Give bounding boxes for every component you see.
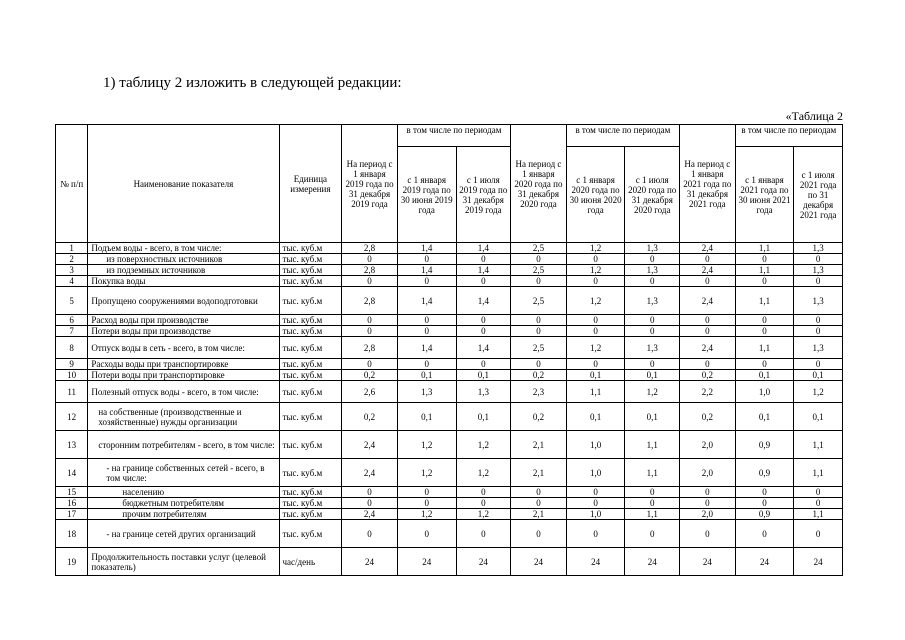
row-number: 1 — [56, 243, 88, 254]
row-value: 1,1 — [794, 509, 843, 520]
row-value: 0 — [456, 487, 511, 498]
table-row — [56, 381, 843, 403]
table-row — [56, 276, 843, 287]
row-value: 1,3 — [625, 243, 680, 254]
row-value: 1,0 — [735, 381, 794, 403]
row-value: 0 — [342, 326, 398, 337]
row-indicator-name: - на границе сетей других организаций — [88, 520, 279, 548]
row-value: 0 — [397, 276, 456, 287]
row-value: 0 — [566, 326, 625, 337]
table-row — [56, 498, 843, 509]
header-subperiods-2021: в том числе по периодам — [735, 125, 842, 147]
table-caption: «Таблица 2 — [785, 109, 843, 123]
row-value: 1,2 — [566, 337, 625, 359]
row-value: 1,2 — [456, 509, 511, 520]
row-value: 0 — [456, 498, 511, 509]
row-value: 2,5 — [511, 243, 567, 254]
row-value: 0 — [456, 326, 511, 337]
row-value: 1,3 — [794, 265, 843, 276]
row-number: 6 — [56, 315, 88, 326]
row-value: 1,3 — [794, 287, 843, 315]
table-row — [56, 509, 843, 520]
row-value: 0 — [397, 315, 456, 326]
row-value: 2,5 — [511, 265, 567, 276]
row-number: 16 — [56, 498, 88, 509]
row-value: 1,4 — [456, 287, 511, 315]
row-value: 0,1 — [397, 403, 456, 431]
header-2020-h2: с 1 июля 2020 года по 31 декабря 2020 года — [625, 147, 680, 243]
row-value: 0 — [680, 326, 736, 337]
row-value: 2,1 — [511, 431, 567, 459]
header-2019-h2: с 1 июля 2019 года по 31 декабря 2019 года — [456, 147, 511, 243]
row-value: 0 — [511, 326, 567, 337]
row-value: 0 — [566, 520, 625, 548]
row-value: 2,5 — [511, 337, 567, 359]
row-indicator-name: бюджетным потребителям — [88, 498, 279, 509]
row-value: 0,2 — [342, 403, 398, 431]
row-value: 0 — [397, 520, 456, 548]
table-row — [56, 315, 843, 326]
row-value: 1,2 — [566, 243, 625, 254]
row-value: 0 — [680, 315, 736, 326]
row-unit: тыс. куб.м — [279, 265, 342, 276]
row-value: 2,4 — [342, 509, 398, 520]
row-value: 0 — [511, 254, 567, 265]
row-value: 2,2 — [680, 381, 736, 403]
row-value: 0,1 — [794, 403, 843, 431]
row-unit: тыс. куб.м — [279, 520, 342, 548]
row-indicator-name: из подземных источников — [88, 265, 279, 276]
row-value: 0,2 — [511, 370, 567, 381]
row-value: 0 — [397, 326, 456, 337]
row-value: 2,0 — [680, 459, 736, 487]
row-value: 0 — [625, 326, 680, 337]
row-value: 0 — [342, 487, 398, 498]
row-value: 1,1 — [625, 509, 680, 520]
row-value: 0,1 — [456, 403, 511, 431]
row-unit: тыс. куб.м — [279, 509, 342, 520]
row-value: 0,1 — [456, 370, 511, 381]
row-value: 24 — [566, 548, 625, 576]
table-row — [56, 431, 843, 459]
row-value: 0 — [735, 315, 794, 326]
row-value: 2,6 — [342, 381, 398, 403]
row-unit: тыс. куб.м — [279, 276, 342, 287]
row-number: 12 — [56, 403, 88, 431]
row-unit: тыс. куб.м — [279, 326, 342, 337]
row-value: 0,1 — [625, 370, 680, 381]
row-value: 24 — [342, 548, 398, 576]
row-indicator-name: Потери воды при транспортировке — [88, 370, 279, 381]
row-value: 0,1 — [794, 370, 843, 381]
row-value: 1,1 — [794, 459, 843, 487]
row-value: 1,4 — [397, 265, 456, 276]
row-indicator-name: Отпуск воды в сеть - всего, в том числе: — [88, 337, 279, 359]
row-value: 1,1 — [625, 459, 680, 487]
row-indicator-name: на собственные (производственные и хозяйственные) нужды организации — [88, 403, 279, 431]
row-indicator-name: Пропущено сооружениями водоподготовки — [88, 287, 279, 315]
header-2019-h1: с 1 января 2019 года по 30 июня 2019 года — [397, 147, 456, 243]
row-value: 0 — [625, 487, 680, 498]
row-value: 1,3 — [456, 381, 511, 403]
header-period-2020: На период с 1 января 2020 года по 31 декабря 2020 года — [511, 125, 567, 243]
row-unit: тыс. куб.м — [279, 254, 342, 265]
row-value: 2,4 — [342, 459, 398, 487]
row-number: 10 — [56, 370, 88, 381]
row-value: 0 — [625, 359, 680, 370]
table-row — [56, 254, 843, 265]
row-value: 0,2 — [342, 370, 398, 381]
row-value: 0 — [735, 276, 794, 287]
row-value: 1,3 — [625, 337, 680, 359]
row-indicator-name: - на границе собственных сетей - всего, в том числе: — [88, 459, 279, 487]
row-value: 1,2 — [456, 459, 511, 487]
row-value: 1,4 — [397, 243, 456, 254]
row-value: 0,2 — [511, 403, 567, 431]
row-value: 0 — [511, 520, 567, 548]
row-value: 0 — [456, 315, 511, 326]
row-indicator-name: из поверхностных источников — [88, 254, 279, 265]
row-number: 19 — [56, 548, 88, 576]
row-value: 1,0 — [566, 431, 625, 459]
row-unit: час/день — [279, 548, 342, 576]
row-value: 0 — [397, 359, 456, 370]
header-period-2019: На период с 1 января 2019 года по 31 декабря 2019 года — [342, 125, 398, 243]
row-unit: тыс. куб.м — [279, 337, 342, 359]
row-value: 1,1 — [735, 337, 794, 359]
row-indicator-name: населению — [88, 487, 279, 498]
row-number: 7 — [56, 326, 88, 337]
row-value: 0 — [566, 276, 625, 287]
row-value: 0 — [625, 315, 680, 326]
row-value: 1,1 — [566, 381, 625, 403]
row-value: 0 — [566, 254, 625, 265]
row-value: 0 — [794, 326, 843, 337]
row-value: 24 — [735, 548, 794, 576]
row-number: 18 — [56, 520, 88, 548]
row-value: 0 — [680, 359, 736, 370]
row-value: 0 — [397, 487, 456, 498]
row-value: 1,2 — [794, 381, 843, 403]
row-value: 1,3 — [625, 265, 680, 276]
header-name: Наименование показателя — [88, 125, 279, 243]
row-value: 0 — [342, 254, 398, 265]
row-value: 0 — [342, 276, 398, 287]
row-value: 2,0 — [680, 509, 736, 520]
table-body — [56, 243, 843, 576]
row-value: 1,1 — [735, 243, 794, 254]
row-value: 1,3 — [397, 381, 456, 403]
row-value: 0 — [735, 487, 794, 498]
row-value: 0 — [342, 359, 398, 370]
row-indicator-name: Расходы воды при транспортировке — [88, 359, 279, 370]
row-value: 0,9 — [735, 431, 794, 459]
row-indicator-name: Покупка воды — [88, 276, 279, 287]
row-number: 3 — [56, 265, 88, 276]
row-value: 0 — [735, 520, 794, 548]
row-value: 0 — [456, 254, 511, 265]
row-value: 1,2 — [566, 287, 625, 315]
header-period-2021: На период с 1 января 2021 года по 31 декабря 2021 года — [680, 125, 736, 243]
row-value: 0 — [735, 254, 794, 265]
row-value: 0,9 — [735, 459, 794, 487]
row-value: 0 — [794, 276, 843, 287]
row-unit: тыс. куб.м — [279, 403, 342, 431]
row-value: 24 — [511, 548, 567, 576]
row-value: 2,4 — [342, 431, 398, 459]
row-value: 0 — [794, 359, 843, 370]
row-value: 1,3 — [794, 243, 843, 254]
row-number: 2 — [56, 254, 88, 265]
row-value: 0 — [680, 276, 736, 287]
row-value: 2,1 — [511, 509, 567, 520]
row-value: 0,1 — [566, 370, 625, 381]
row-value: 1,2 — [566, 265, 625, 276]
row-value: 0 — [566, 487, 625, 498]
row-value: 0,9 — [735, 509, 794, 520]
row-number: 11 — [56, 381, 88, 403]
header-num: № п/п — [56, 125, 88, 243]
row-indicator-name: Подъем воды - всего, в том числе: — [88, 243, 279, 254]
row-value: 0 — [794, 520, 843, 548]
row-indicator-name: Продолжительность поставки услуг (целевой показатель) — [88, 548, 279, 576]
row-value: 1,2 — [397, 431, 456, 459]
page-heading: 1) таблицу 2 изложить в следующей редакции: — [103, 75, 402, 91]
row-number: 9 — [56, 359, 88, 370]
row-value: 0,1 — [566, 403, 625, 431]
row-value: 1,2 — [456, 431, 511, 459]
row-number: 8 — [56, 337, 88, 359]
row-value: 0 — [625, 276, 680, 287]
row-number: 5 — [56, 287, 88, 315]
row-value: 0 — [625, 254, 680, 265]
row-unit: тыс. куб.м — [279, 381, 342, 403]
table-row — [56, 359, 843, 370]
row-value: 1,4 — [456, 265, 511, 276]
row-value: 0 — [397, 498, 456, 509]
row-unit: тыс. куб.м — [279, 498, 342, 509]
row-value: 0 — [794, 498, 843, 509]
row-value: 2,8 — [342, 287, 398, 315]
row-value: 0 — [735, 498, 794, 509]
row-value: 2,4 — [680, 287, 736, 315]
row-unit: тыс. куб.м — [279, 459, 342, 487]
row-value: 0 — [794, 315, 843, 326]
row-value: 1,2 — [397, 459, 456, 487]
row-value: 0,1 — [735, 403, 794, 431]
row-indicator-name: сторонним потребителям - всего, в том числе: — [88, 431, 279, 459]
table-row — [56, 403, 843, 431]
row-unit: тыс. куб.м — [279, 315, 342, 326]
row-value: 1,2 — [625, 381, 680, 403]
row-unit: тыс. куб.м — [279, 243, 342, 254]
row-indicator-name: Расход воды при производстве — [88, 315, 279, 326]
table-row — [56, 265, 843, 276]
row-number: 17 — [56, 509, 88, 520]
row-value: 0 — [342, 315, 398, 326]
row-value: 0 — [566, 315, 625, 326]
row-value: 2,1 — [511, 459, 567, 487]
header-2020-h1: с 1 января 2020 года по 30 июня 2020 года — [566, 147, 625, 243]
row-value: 1,4 — [456, 337, 511, 359]
table-row — [56, 487, 843, 498]
table-row — [56, 370, 843, 381]
header-unit: Единица измерения — [279, 125, 342, 243]
row-indicator-name: прочим потребителям — [88, 509, 279, 520]
header-subperiods-2019: в том числе по периодам — [397, 125, 510, 147]
row-value: 24 — [794, 548, 843, 576]
row-value: 2,4 — [680, 243, 736, 254]
row-value: 24 — [397, 548, 456, 576]
table-row — [56, 326, 843, 337]
row-value: 0 — [794, 487, 843, 498]
row-value: 1,4 — [397, 287, 456, 315]
row-value: 0 — [397, 254, 456, 265]
row-value: 1,1 — [735, 287, 794, 315]
row-value: 0 — [456, 276, 511, 287]
row-value: 0,1 — [397, 370, 456, 381]
header-subperiods-2020: в том числе по периодам — [566, 125, 679, 147]
table-row — [56, 287, 843, 315]
row-value: 24 — [625, 548, 680, 576]
row-indicator-name: Потери воды при производстве — [88, 326, 279, 337]
row-value: 1,1 — [735, 265, 794, 276]
row-value: 0 — [680, 498, 736, 509]
row-value: 0 — [625, 520, 680, 548]
row-value: 0 — [566, 498, 625, 509]
row-value: 0 — [680, 520, 736, 548]
row-value: 0,1 — [625, 403, 680, 431]
row-value: 1,1 — [794, 431, 843, 459]
row-value: 2,8 — [342, 265, 398, 276]
row-value: 1,0 — [566, 509, 625, 520]
row-value: 2,3 — [511, 381, 567, 403]
row-value: 0 — [511, 276, 567, 287]
row-value: 2,4 — [680, 265, 736, 276]
row-unit: тыс. куб.м — [279, 370, 342, 381]
row-value: 2,8 — [342, 337, 398, 359]
row-number: 14 — [56, 459, 88, 487]
row-value: 0 — [511, 487, 567, 498]
row-value: 1,4 — [397, 337, 456, 359]
row-value: 0,2 — [680, 370, 736, 381]
row-value: 0 — [342, 520, 398, 548]
row-value: 0 — [625, 498, 680, 509]
row-value: 0 — [680, 254, 736, 265]
row-value: 0 — [680, 487, 736, 498]
row-number: 4 — [56, 276, 88, 287]
header-2021-h1: с 1 января 2021 года по 30 июня 2021 года — [735, 147, 794, 243]
row-value: 0 — [735, 359, 794, 370]
row-value: 0 — [794, 254, 843, 265]
table-row — [56, 243, 843, 254]
table-row — [56, 548, 843, 576]
row-value: 2,4 — [680, 337, 736, 359]
row-value: 0 — [456, 520, 511, 548]
row-value: 2,0 — [680, 431, 736, 459]
row-value: 1,3 — [625, 287, 680, 315]
indicators-table — [55, 124, 843, 576]
table-row — [56, 520, 843, 548]
row-value: 0 — [735, 326, 794, 337]
row-value: 1,3 — [794, 337, 843, 359]
row-indicator-name: Полезный отпуск воды - всего, в том числе: — [88, 381, 279, 403]
table-row — [56, 337, 843, 359]
row-value: 24 — [680, 548, 736, 576]
row-unit: тыс. куб.м — [279, 487, 342, 498]
table-header — [56, 125, 843, 243]
row-value: 2,5 — [511, 287, 567, 315]
row-value: 1,0 — [566, 459, 625, 487]
row-value: 0,1 — [735, 370, 794, 381]
row-value: 0 — [566, 359, 625, 370]
row-value: 24 — [456, 548, 511, 576]
row-value: 0,2 — [680, 403, 736, 431]
row-value: 0 — [511, 359, 567, 370]
row-value: 1,2 — [397, 509, 456, 520]
row-unit: тыс. куб.м — [279, 287, 342, 315]
row-value: 0 — [342, 498, 398, 509]
row-value: 1,4 — [456, 243, 511, 254]
row-value: 2,8 — [342, 243, 398, 254]
table-row — [56, 459, 843, 487]
row-unit: тыс. куб.м — [279, 431, 342, 459]
row-number: 13 — [56, 431, 88, 459]
row-value: 0 — [511, 315, 567, 326]
row-number: 15 — [56, 487, 88, 498]
row-value: 0 — [511, 498, 567, 509]
row-value: 0 — [456, 359, 511, 370]
row-unit: тыс. куб.м — [279, 359, 342, 370]
header-2021-h2: с 1 июля 2021 года по 31 декабря 2021 года — [794, 147, 843, 243]
row-value: 1,1 — [625, 431, 680, 459]
